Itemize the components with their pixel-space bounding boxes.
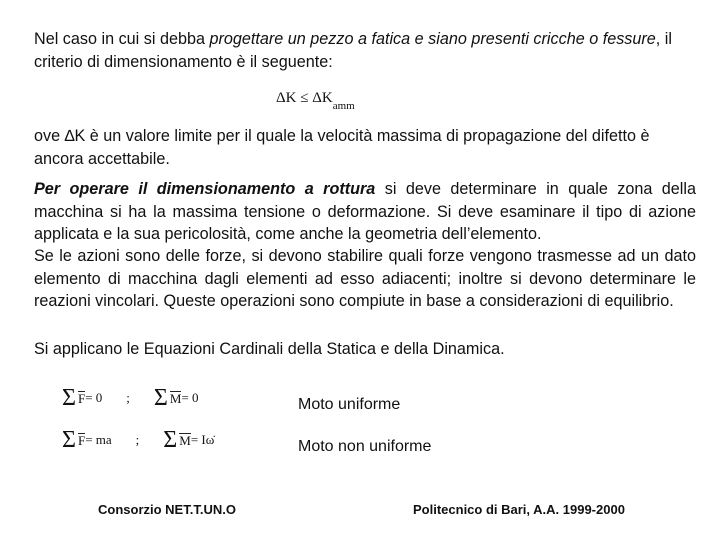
rottura-paragraph [34,178,696,246]
rottura-emphasis: Per operare il dimensionamento a rottura [34,180,376,198]
separator: ; [126,390,130,405]
sigma-symbol: Σ [62,427,76,453]
moment-vector: M [179,433,191,448]
formula-subscript: amm [332,100,355,112]
force-rhs: = ma [85,432,112,447]
equation-uniform [62,385,199,411]
intro-paragraph [34,28,696,73]
sigma-symbol: Σ [153,385,168,411]
sigma-symbol: Σ [163,427,178,453]
moment-rhs: = 0 [181,390,199,405]
formula-main-text: ΔK ≤ ΔK [276,90,333,106]
footer-left: Consorzio NET.T.UN.O [98,502,236,517]
force-rhs: = 0 [85,390,103,405]
moment-vector: M [169,391,182,406]
label-moto-non-uniforme: Moto non uniforme [298,438,432,455]
equazioni-paragraph: Si applicano le Equazioni Cardinali della Statica e della Dinamica. [34,340,505,358]
azioni-paragraph: Se le azioni sono delle forze, si devono stabilire quali forze vengono trasmesse ad un dato elemento di macchina dagli elementi ad esso adiacenti; inoltre si devono determinare le reazioni vincolari. Queste operazioni sono compiute in base a considerazioni di equilibrio. [34,247,696,310]
force-vector: F [77,391,86,406]
intro-emphasis: progettare un pezzo a fatica e siano presenti cricche o fessure [209,30,656,48]
rottura-text: si deve determinare in quale zona della macchina si ha la massima tensione o deformazione. Si deve esaminare il tipo di azione applicata e la sua pericolosità, come anche la geometria dell’elemento. [34,180,696,243]
force-vector: F [77,433,86,448]
footer-right: Politecnico di Bari, A.A. 1999-2000 [413,502,625,517]
intro-text-1: Nel caso in cui si debba [34,30,210,48]
intro-text-2: , il criterio di dimensionamento è il seguente: [34,30,672,71]
equation-non-uniform [62,427,215,453]
separator: ; [135,432,140,447]
ove-paragraph: ove ∆K è un valore limite per il quale la velocità massima di propagazione del difetto è ancora accettabile. [34,127,650,168]
sigma-symbol: Σ [62,385,76,411]
moment-rhs: = Iω̇ [190,432,215,447]
label-moto-uniforme: Moto uniforme [298,396,401,413]
criterion-formula [276,90,355,112]
